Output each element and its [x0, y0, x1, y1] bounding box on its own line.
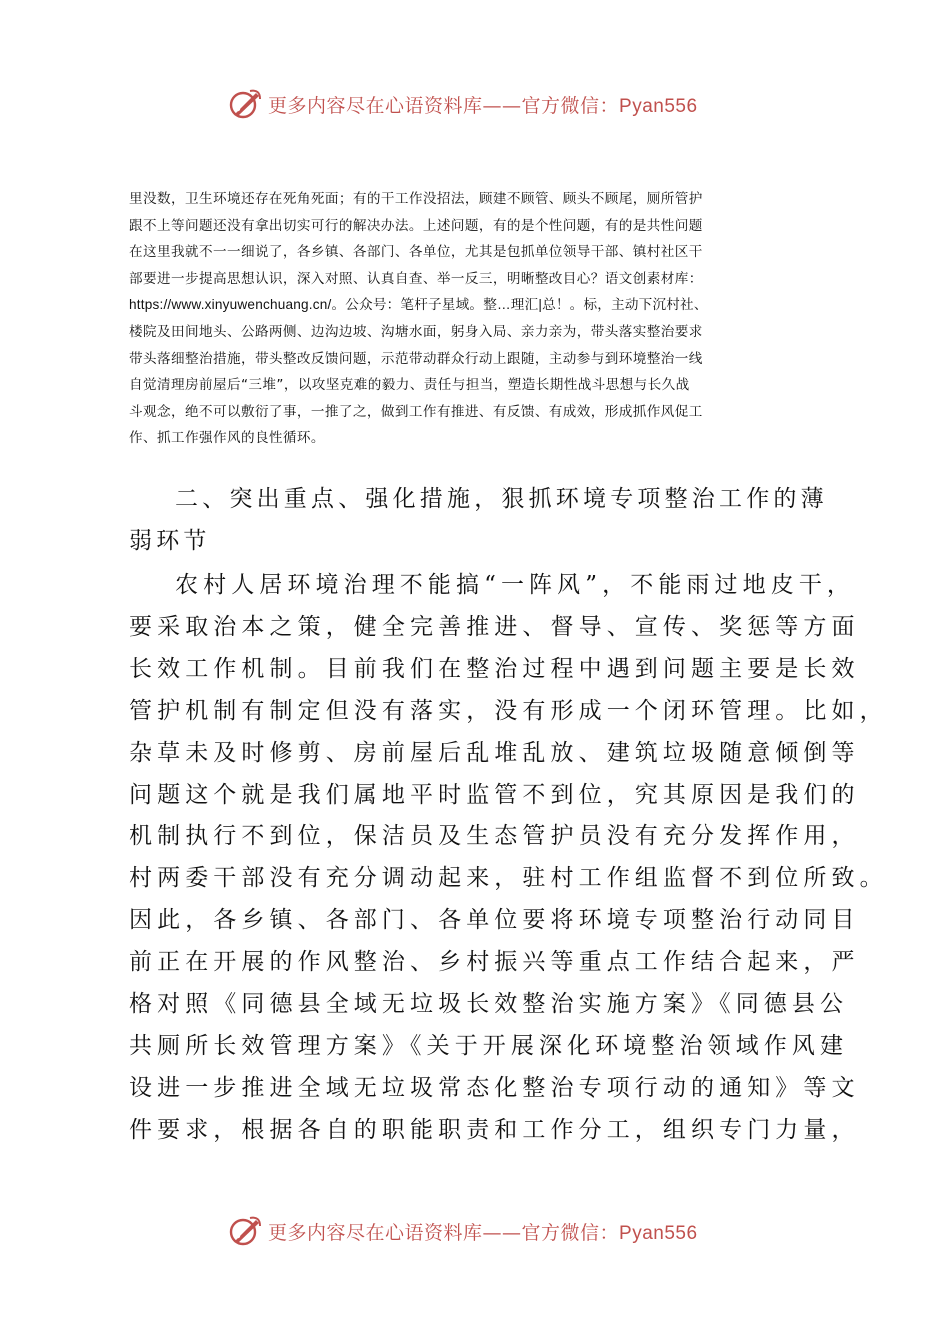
quill-logo-icon: [228, 87, 262, 121]
wechat-id: Pyan556: [619, 95, 698, 117]
wechat-label: 官方微信：: [521, 1221, 620, 1244]
body-line: 村两委干部没有充分调动起来，驻村工作组监督不到位所致。: [129, 865, 888, 892]
body-line: 要采取治本之策，健全完善推进、督导、宣传、奖惩等方面: [129, 613, 860, 640]
banner-text: [268, 91, 698, 118]
body-line: 农村人居环境治理不能搞“一阵风”，不能雨过地皮干，: [175, 572, 856, 598]
body-line: 设进一步推进全域无垃圾常态化整治专项行动的通知》等文: [129, 1074, 860, 1101]
heading-line: 二、突出重点、强化措施，狠抓环境专项整治工作的薄: [175, 486, 828, 512]
header-banner: [228, 84, 728, 124]
banner-separator: ——: [482, 1221, 522, 1244]
body-line: 机制执行不到位，保洁员及生态管护员没有充分发挥作用，: [129, 823, 860, 850]
body-line: 长效工作机制。目前我们在整治过程中遇到问题主要是长效: [129, 655, 860, 682]
body-line: 前正在开展的作风整治、乡村振兴等重点工作结合起来，严: [129, 949, 860, 976]
paragraph-line: 斗观念，绝不可以敷衍了事，一推了之，做到工作有推进、有反馈、有成效，形成抓作风促工: [129, 403, 703, 420]
banner-text: [268, 1218, 698, 1245]
body-line: 管护机制有制定但没有落实，没有形成一个闭环管理。比如，: [129, 697, 888, 724]
section-heading: [129, 478, 829, 562]
paragraph-line: 作、抓工作强作风的良性循环。: [129, 430, 325, 447]
body-line: 杂草未及时修剪、房前屋后乱堆乱放、建筑垃圾随意倾倒等: [129, 739, 860, 766]
wechat-label: 官方微信：: [521, 94, 620, 117]
continuation-paragraph: [129, 186, 829, 452]
heading-line: 弱环节: [129, 528, 211, 554]
paragraph-line: 楼院及田间地头、公路两侧、边沟边坡、沟塘水面，躬身入局、亲力亲为，带头落实整治要求: [129, 323, 703, 340]
body-line: 格对照《同德县全域无垃圾长效整治实施方案》《同德县公: [129, 991, 849, 1018]
banner-title: 更多内容尽在心语资料库: [268, 1221, 483, 1244]
paragraph-line: 部要进一步提高思想认识，深入对照、认真自查、举一反三，明晰整改目心？语文创素材库：: [129, 270, 703, 287]
paragraph-line: 跟不上等问题还没有拿出切实可行的解决办法。上述问题，有的是个性问题，有的是共性问题: [129, 217, 703, 234]
paragraph-line: 带头落细整治措施，带头整改反馈问题，示范带动群众行动上跟随，主动参与到环境整治一线: [129, 350, 703, 367]
banner-title: 更多内容尽在心语资料库: [268, 94, 483, 117]
paragraph-line-with-url: https://www.xinyuwenchuang.cn/。公众号：笔杆子星域。整…理汇|总！。标，主动下沉村社、: [129, 297, 708, 313]
body-paragraph: [129, 565, 888, 1152]
paragraph-line: 自觉清理房前屋后“三堆”，以攻坚克难的毅力、责任与担当，塑造长期性战斗思想与长久战: [129, 377, 690, 394]
footer-banner: [228, 1211, 728, 1251]
body-line: 因此，各乡镇、各部门、各单位要将环境专项整治行动同目: [129, 907, 860, 934]
banner-separator: ——: [482, 94, 522, 117]
body-line: 共厕所长效管理方案》《关于开展深化环境整治领域作风建: [129, 1032, 849, 1059]
quill-logo-icon: [228, 1214, 262, 1248]
paragraph-line: 里没数，卫生环境还存在死角死面；有的干工作没招法，顾建不顾管、顾头不顾尾，厕所管护: [129, 191, 703, 207]
paragraph-line: 在这里我就不一一细说了，各乡镇、各部门、各单位，尤其是包抓单位领导干部、镇村社区干: [129, 244, 703, 261]
body-line: 问题这个就是我们属地平时监管不到位，究其原因是我们的: [129, 781, 860, 808]
wechat-id: Pyan556: [619, 1222, 698, 1244]
body-line: 件要求，根据各自的职能职责和工作分工，组织专门力量，: [129, 1116, 860, 1143]
